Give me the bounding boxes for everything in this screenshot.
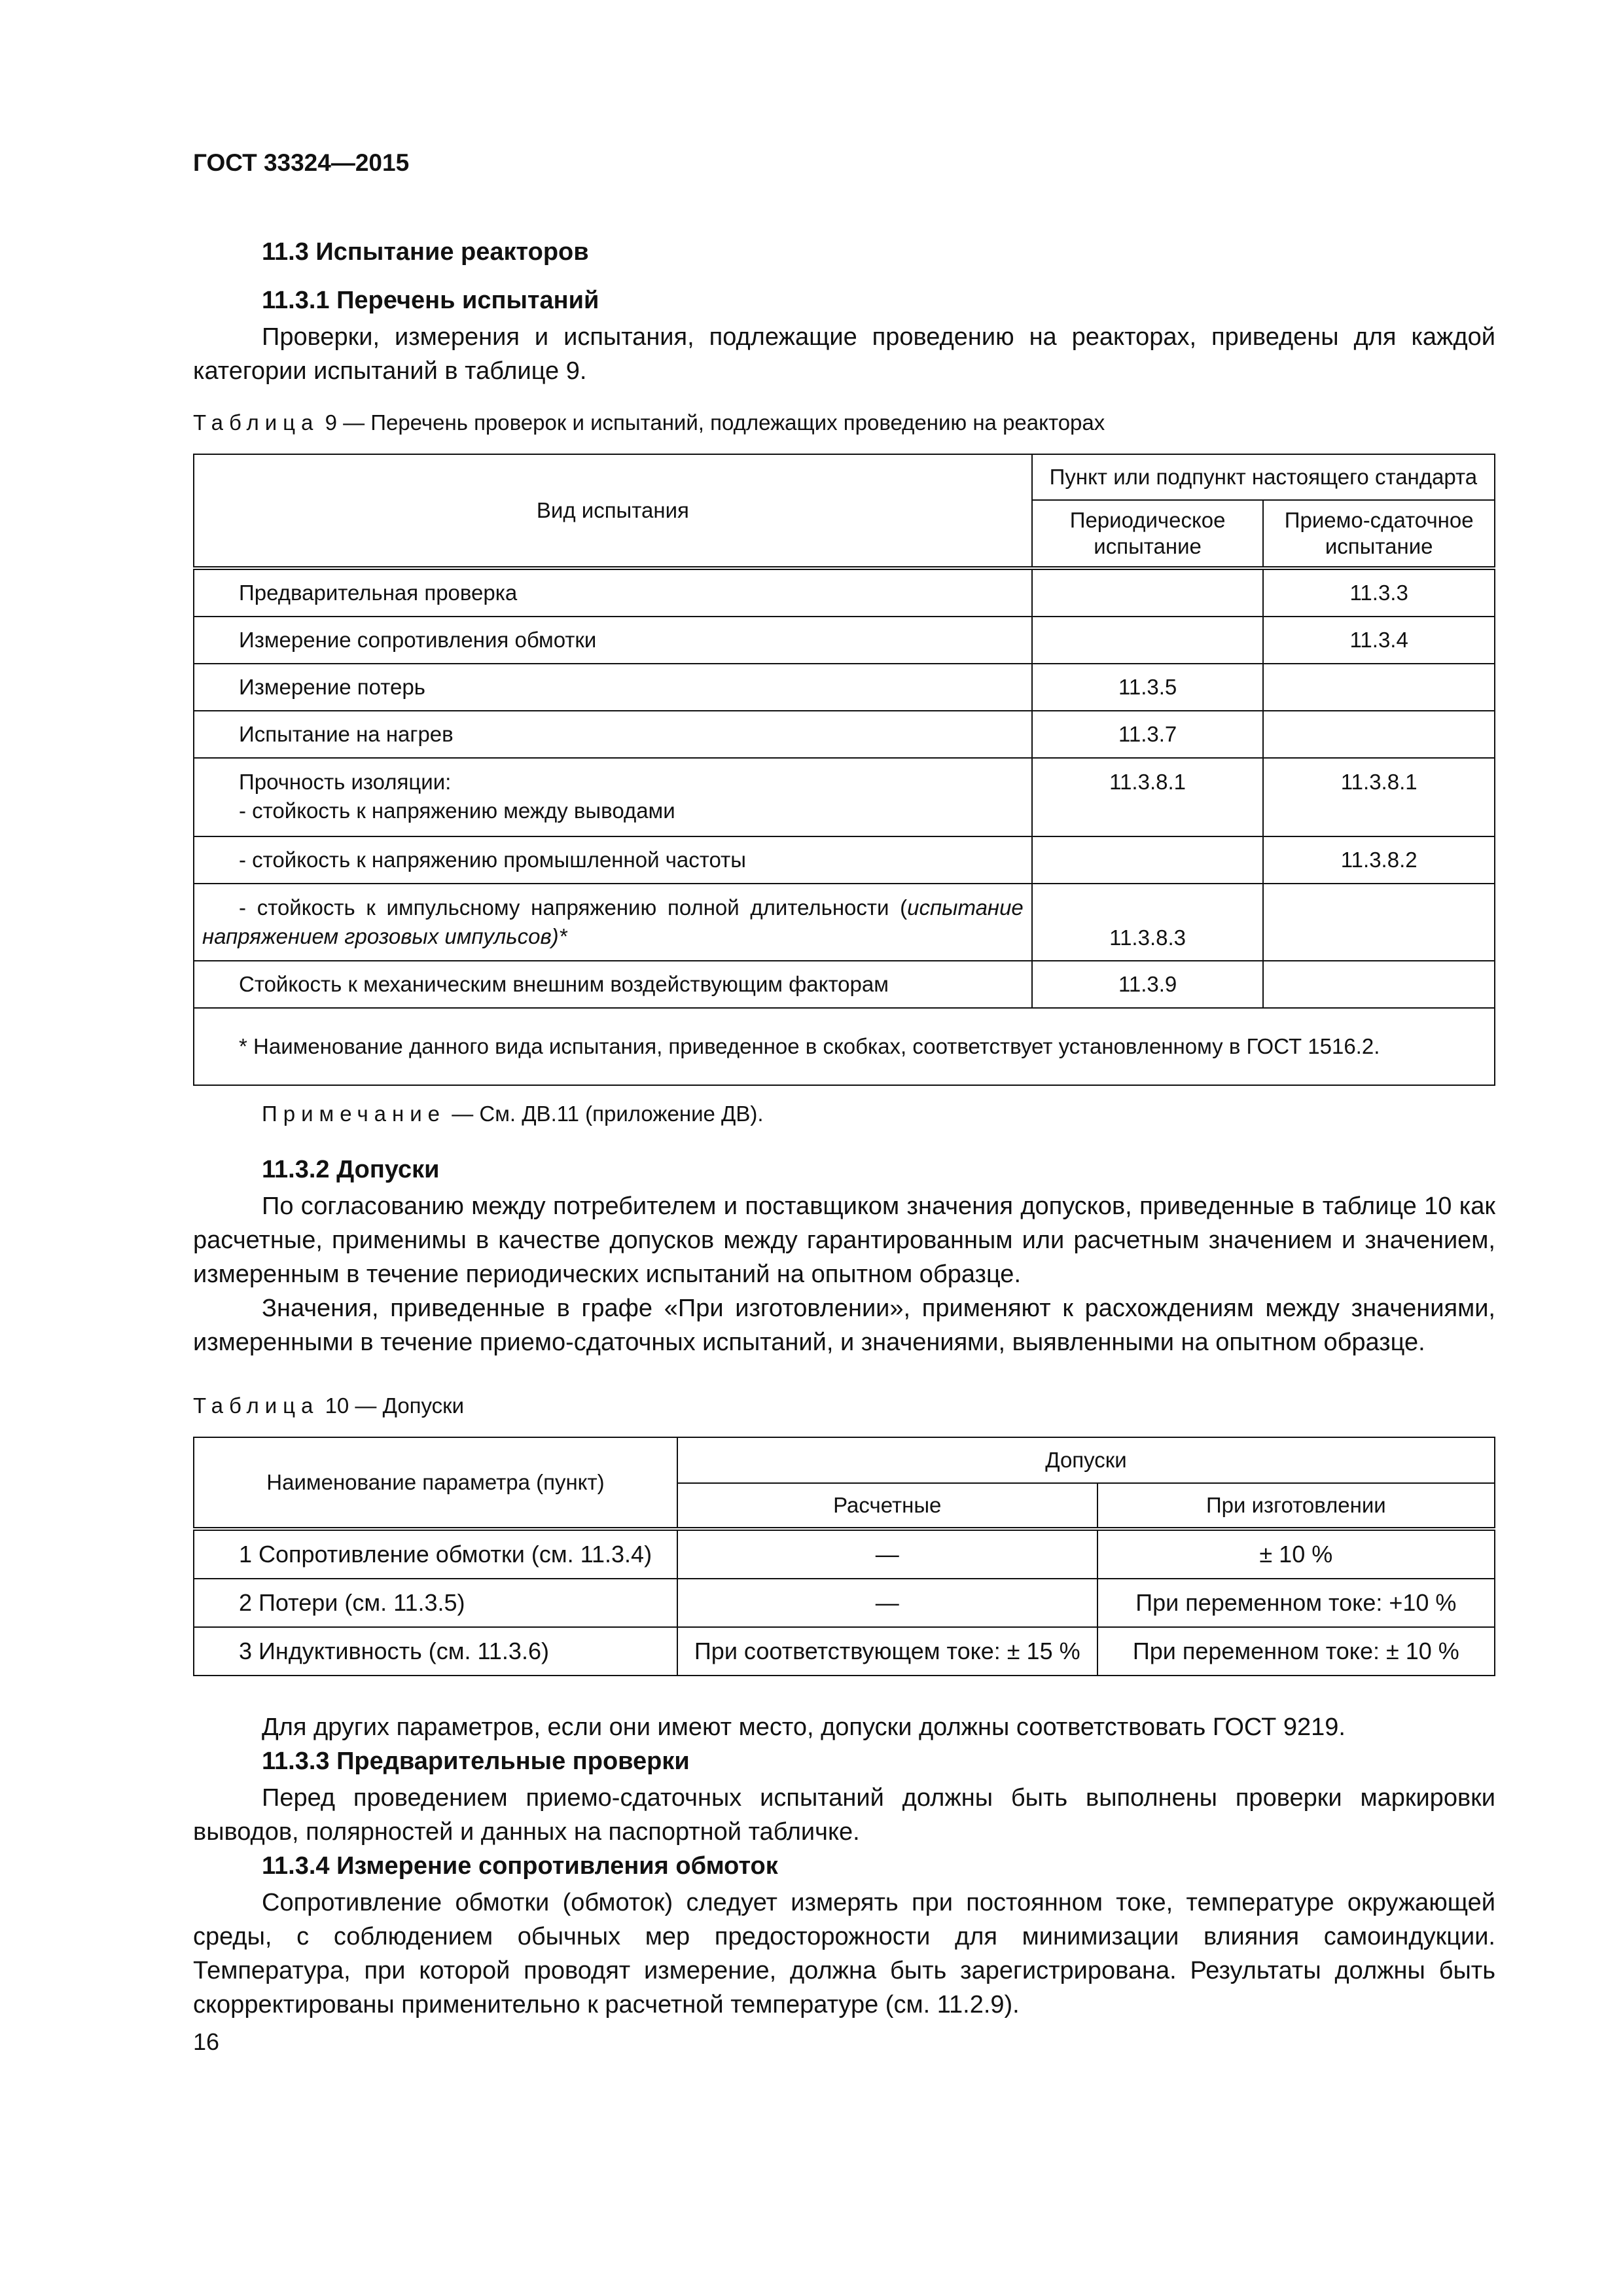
table-10 bbox=[193, 1437, 1495, 1676]
table-cell-calc: — bbox=[677, 1529, 1097, 1579]
table-cell-mfg: ± 10 % bbox=[1097, 1529, 1495, 1579]
document-header: ГОСТ 33324—2015 bbox=[193, 149, 410, 176]
table-9-head-acceptance: Приемо-сдаточное испытание bbox=[1263, 500, 1495, 568]
table-footnote-row bbox=[194, 1008, 1495, 1085]
table-cell-calc: При соответствующем токе: ± 15 % bbox=[677, 1627, 1097, 1676]
table-cell-name: 1 Сопротивление обмотки (см. 11.3.4) bbox=[194, 1529, 677, 1579]
subsection-4-text: Сопротивление обмотки (обмоток) следует измерять при постоянном токе, температуре окружающей среды, с соблюдением обычных мер предосторожности для минимизации влияния самоиндукции. Температура, при которой проводят измерение, должна быть зарегистрирована. Результаты должны быть скорректированы применительно к расчетной температуре (см. 11.2.9). bbox=[193, 1889, 1495, 2018]
table-cell-name: - стойкость к напряжению промышленной частоты bbox=[194, 836, 1032, 884]
table-row bbox=[194, 961, 1495, 1008]
table-cell-acceptance: 11.3.8.1 bbox=[1263, 758, 1495, 836]
table-cell-name-line1: Прочность изоляции: bbox=[239, 770, 452, 794]
table-cell-name: Испытание на нагрев bbox=[194, 711, 1032, 758]
table-cell-name: Стойкость к механическим внешним воздействующим факторам bbox=[194, 961, 1032, 1008]
subsection-3-text: Перед проведением приемо-сдаточных испытаний должны быть выполнены проверки маркировки выводов, полярностей и данных на паспортной табличке. bbox=[193, 1784, 1495, 1846]
table-9-head-clause: Пункт или подпункт настоящего стандарта bbox=[1032, 454, 1495, 500]
table-9-footnote bbox=[194, 1008, 1495, 1085]
table-9-note bbox=[262, 1102, 1495, 1126]
subsection-2-title: 11.3.2 Допуски bbox=[262, 1156, 440, 1183]
table-9-caption-label: Таблица bbox=[193, 410, 319, 435]
table-10-caption bbox=[193, 1393, 1495, 1418]
table-row bbox=[194, 836, 1495, 884]
table-9 bbox=[193, 454, 1495, 1086]
table-row bbox=[194, 758, 1495, 836]
table-9-footnote-text: * Наименование данного вида испытания, приведенное в скобках, соответствует установленному в ГОСТ 1516.2. bbox=[239, 1034, 1380, 1058]
table-cell-periodic: 11.3.7 bbox=[1032, 711, 1264, 758]
subsection-3-title: 11.3.3 Предварительные проверки bbox=[262, 1748, 690, 1775]
table-cell-name: Измерение сопротивления обмотки bbox=[194, 617, 1032, 664]
table-cell-acceptance bbox=[1263, 961, 1495, 1008]
table-cell-name: 3 Индуктивность (см. 11.3.6) bbox=[194, 1627, 677, 1676]
subsection-1-title: 11.3.1 Перечень испытаний bbox=[262, 287, 599, 314]
table-10-caption-label: Таблица bbox=[193, 1393, 319, 1418]
table-cell-periodic: 11.3.8.3 bbox=[1032, 884, 1264, 961]
table-row bbox=[194, 1627, 1495, 1676]
table-10-head-tolerances: Допуски bbox=[677, 1437, 1495, 1483]
table-row bbox=[194, 568, 1495, 617]
table-cell-name-italic: испытание напряжением грозовых импульсов)* bbox=[202, 895, 1024, 948]
table-cell-acceptance: 11.3.4 bbox=[1263, 617, 1495, 664]
table-cell-name bbox=[194, 758, 1032, 836]
subsection-4-title: 11.3.4 Измерение сопротивления обмоток bbox=[262, 1852, 778, 1880]
table-cell-periodic bbox=[1032, 568, 1264, 617]
table-cell-acceptance bbox=[1263, 711, 1495, 758]
table-cell-acceptance bbox=[1263, 884, 1495, 961]
table-cell-mfg: При переменном токе: +10 % bbox=[1097, 1579, 1495, 1627]
note-text: — См. ДВ.11 (приложение ДВ). bbox=[452, 1102, 764, 1126]
table-10-caption-text: 10 — Допуски bbox=[325, 1393, 465, 1418]
table-cell-periodic: 11.3.5 bbox=[1032, 664, 1264, 711]
table-row bbox=[194, 617, 1495, 664]
subsection-2-paragraph-1: По согласованию между потребителем и поставщиком значения допусков, приведенные в таблице 10 как расчетные, применимы в качестве допусков между гарантированным или расчетным значением и значением, измеренным в течение периодических испытаний на опытном образце. bbox=[193, 1193, 1495, 1288]
table-cell-name: 2 Потери (см. 11.3.5) bbox=[194, 1579, 677, 1627]
note-label: Примечание bbox=[262, 1102, 446, 1126]
table-row bbox=[194, 1579, 1495, 1627]
table-cell-calc: — bbox=[677, 1579, 1097, 1627]
table-row bbox=[194, 711, 1495, 758]
table-cell-name bbox=[194, 884, 1032, 961]
table-row bbox=[194, 664, 1495, 711]
table-cell-name: Предварительная проверка bbox=[194, 568, 1032, 617]
page-number: 16 bbox=[193, 2028, 220, 2055]
subsection-1-text: Проверки, измерения и испытания, подлежащие проведению на реакторах, приведены для каждой категории испытаний в таблице 9. bbox=[193, 323, 1495, 385]
table-cell-acceptance: 11.3.8.2 bbox=[1263, 836, 1495, 884]
table-cell-name: Измерение потерь bbox=[194, 664, 1032, 711]
table-cell-acceptance bbox=[1263, 664, 1495, 711]
table-10-head-mfg: При изготовлении bbox=[1097, 1483, 1495, 1529]
table-9-caption-text: 9 — Перечень проверок и испытаний, подлежащих проведению на реакторах bbox=[325, 410, 1105, 435]
table-cell-periodic: 11.3.9 bbox=[1032, 961, 1264, 1008]
table-cell-name-line2: - стойкость к напряжению между выводами bbox=[239, 798, 675, 823]
table-9-head-kind: Вид испытания bbox=[194, 454, 1032, 568]
table-row bbox=[194, 884, 1495, 961]
table-row bbox=[194, 1529, 1495, 1579]
page-content bbox=[193, 149, 1495, 2056]
table-cell-mfg: При переменном токе: ± 10 % bbox=[1097, 1627, 1495, 1676]
table-10-head-calc: Расчетные bbox=[677, 1483, 1097, 1529]
table-10-head-param: Наименование параметра (пункт) bbox=[194, 1437, 677, 1529]
table-cell-name-plain: - стойкость к импульсному напряжению полной длительности ( bbox=[239, 895, 908, 920]
table-9-head-periodic: Периодическое испытание bbox=[1032, 500, 1264, 568]
table-cell-periodic: 11.3.8.1 bbox=[1032, 758, 1264, 836]
table-9-caption bbox=[193, 410, 1495, 435]
table-cell-periodic bbox=[1032, 617, 1264, 664]
table-cell-periodic bbox=[1032, 836, 1264, 884]
other-params-text: Для других параметров, если они имеют место, допуски должны соответствовать ГОСТ 9219. bbox=[262, 1713, 1346, 1741]
subsection-2-paragraph-2: Значения, приведенные в графе «При изготовлении», применяют к расхождениям между значениями, измеренными в течение приемо-сдаточных испытаний, и значениями, выявленными на опытном образце. bbox=[193, 1295, 1495, 1356]
section-title: 11.3 Испытание реакторов bbox=[262, 238, 589, 266]
table-cell-acceptance: 11.3.3 bbox=[1263, 568, 1495, 617]
